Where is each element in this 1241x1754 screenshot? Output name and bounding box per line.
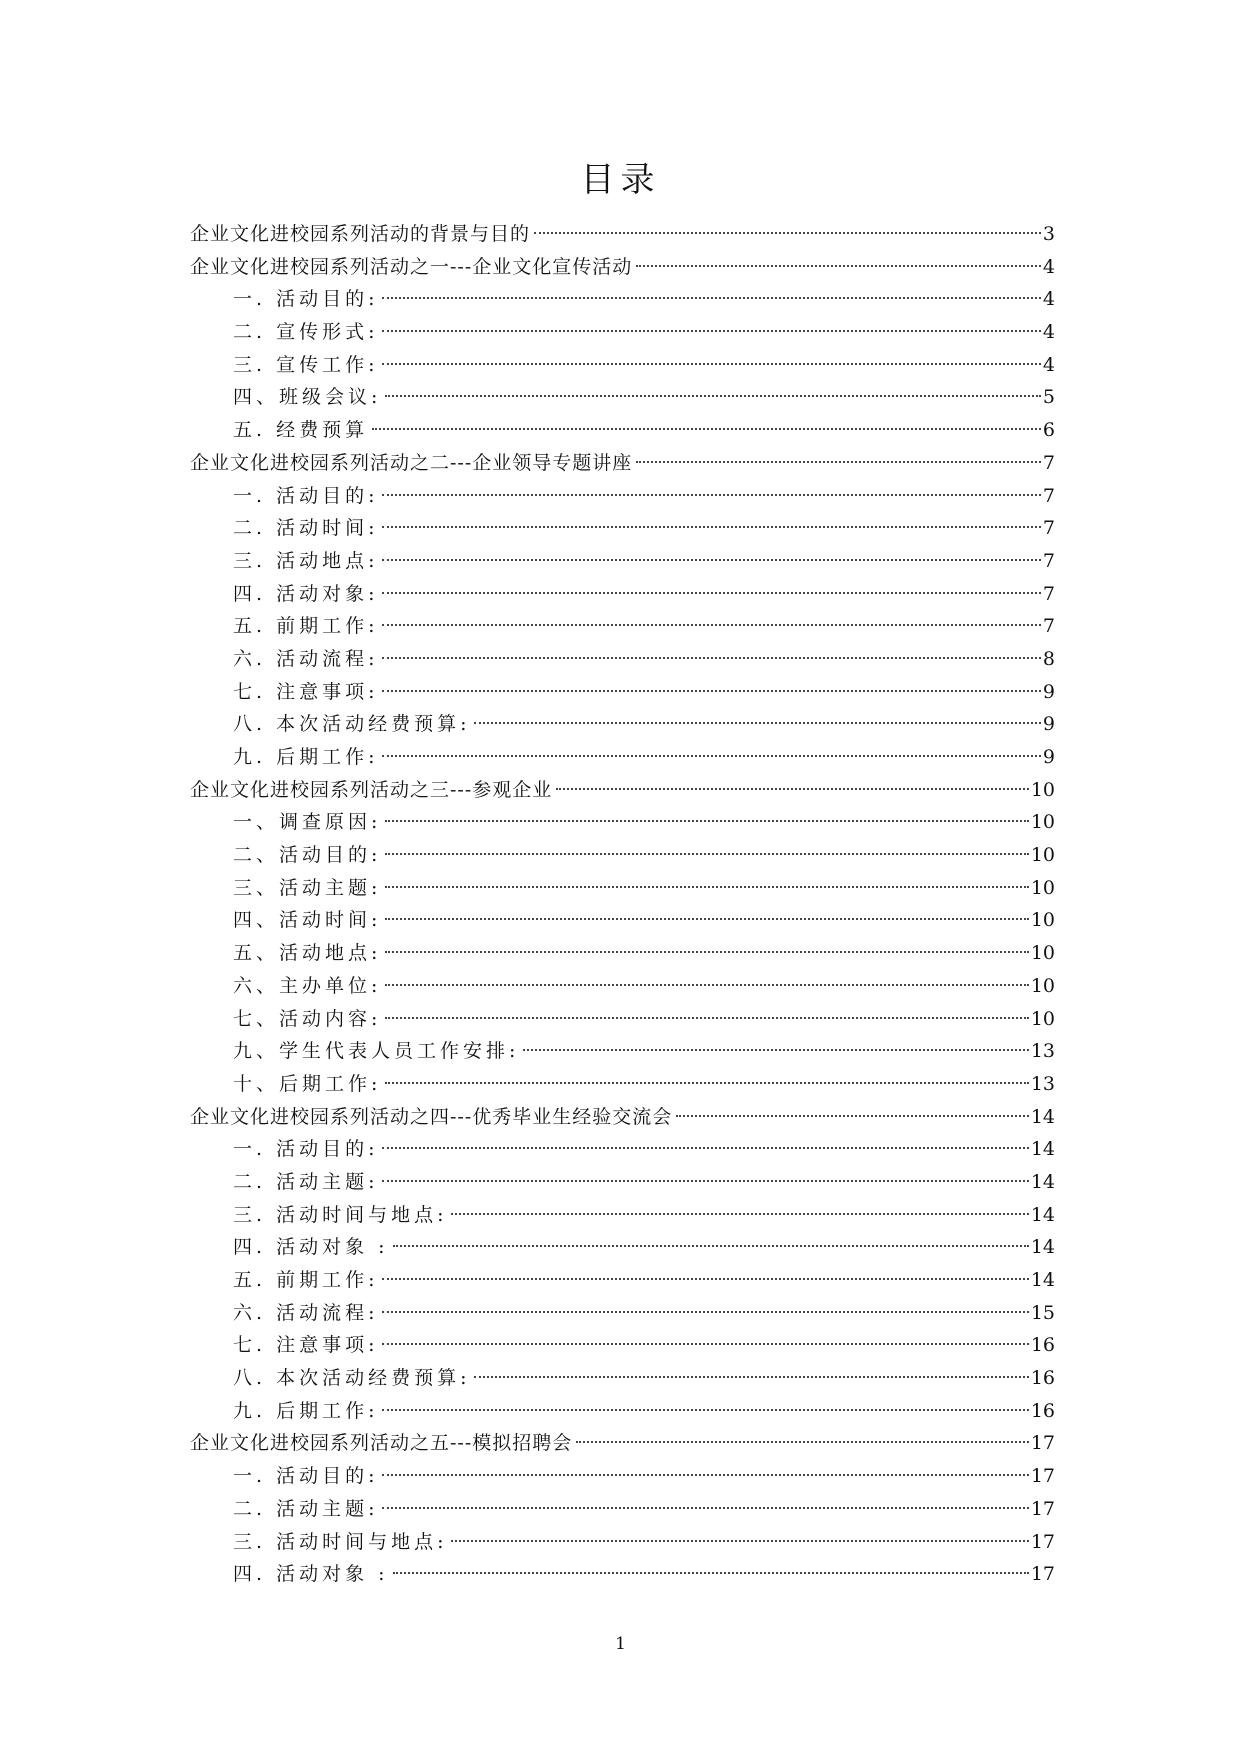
toc-subsection-entry[interactable] [233,1558,1055,1591]
toc-entry-label: 六. 活动流程: [233,647,379,670]
toc-dot-leader [382,624,1040,626]
toc-entry-page-number: 10 [1030,844,1055,867]
toc-dot-leader [382,297,1040,299]
toc-entry-page-number: 4 [1042,288,1055,311]
table-of-contents [0,218,1241,1591]
toc-section-entry[interactable] [190,1427,1055,1460]
toc-entry-page-number: 15 [1030,1301,1055,1324]
toc-entry-page-number: 9 [1042,713,1055,736]
toc-subsection-entry[interactable] [233,1133,1055,1166]
toc-section-entry[interactable] [190,218,1055,251]
toc-subsection-entry[interactable] [233,1362,1055,1395]
page-number: 1 [615,1634,626,1654]
toc-entry-label: 二、活动目的: [233,844,382,867]
toc-entry-page-number: 16 [1030,1334,1055,1357]
toc-dot-leader [382,592,1040,594]
toc-entry-page-number: 14 [1030,1269,1055,1291]
toc-dot-leader [385,984,1028,986]
toc-entry-label: 三. 活动地点: [233,549,379,572]
toc-dot-leader [636,265,1041,267]
toc-entry-page-number: 7 [1042,582,1055,605]
toc-dot-leader [382,657,1040,659]
toc-section-entry[interactable] [190,774,1055,807]
toc-entry-label: 四. 活动对象: [233,582,379,605]
toc-entry-page-number: 14 [1030,1138,1055,1161]
toc-entry-label: 四. 活动对象 : [233,1563,389,1586]
toc-entry-label: 五. 前期工作: [233,1269,379,1291]
toc-subsection-entry[interactable] [233,1003,1055,1036]
toc-dot-leader [385,886,1028,888]
toc-entry-page-number: 9 [1042,746,1055,768]
toc-subsection-entry[interactable] [233,708,1055,741]
toc-entry-label: 企业文化进校园系列活动之一---企业文化宣传活动 [190,255,633,278]
toc-entry-label: 八. 本次活动经费预算: [233,713,471,736]
toc-entry-label: 三、活动主题: [233,876,382,899]
toc-entry-page-number: 17 [1030,1432,1055,1455]
toc-dot-leader [534,232,1041,234]
toc-subsection-entry[interactable] [233,872,1055,905]
toc-entry-label: 一. 活动目的: [233,1138,379,1161]
toc-dot-leader [382,363,1040,365]
toc-dot-leader [636,461,1041,463]
toc-dot-leader [382,690,1040,692]
toc-dot-leader [382,330,1040,332]
toc-subsection-entry[interactable] [233,1199,1055,1232]
toc-subsection-entry[interactable] [233,414,1055,447]
toc-dot-leader [382,1409,1028,1411]
toc-dot-leader [382,1507,1028,1509]
toc-entry-label: 一. 活动目的: [233,288,379,311]
toc-subsection-entry[interactable] [233,578,1055,611]
toc-subsection-entry[interactable] [233,741,1055,774]
toc-subsection-entry[interactable] [233,283,1055,316]
toc-entry-page-number: 17 [1030,1497,1055,1520]
toc-dot-leader [523,1049,1028,1051]
toc-subsection-entry[interactable] [233,1493,1055,1526]
toc-section-entry[interactable] [190,447,1055,480]
toc-entry-label: 九、学生代表人员工作安排: [233,1040,520,1063]
toc-entry-label: 二. 活动主题: [233,1497,379,1520]
toc-dot-leader [393,1572,1029,1574]
toc-entry-page-number: 7 [1042,451,1055,474]
toc-entry-page-number: 4 [1042,321,1055,344]
toc-subsection-entry[interactable] [233,512,1055,545]
toc-entry-page-number: 14 [1030,1105,1055,1128]
toc-entry-page-number: 10 [1030,909,1055,932]
toc-dot-leader [676,1115,1029,1117]
toc-entry-label: 企业文化进校园系列活动的背景与目的 [190,223,531,245]
toc-subsection-entry[interactable] [233,1068,1055,1101]
toc-subsection-entry[interactable] [233,937,1055,970]
toc-subsection-entry[interactable] [233,1460,1055,1493]
toc-entry-page-number: 5 [1042,386,1055,409]
toc-entry-page-number: 4 [1042,255,1055,278]
toc-entry-label: 六. 活动流程: [233,1301,379,1324]
toc-entry-label: 九. 后期工作: [233,1399,379,1422]
toc-dot-leader [385,395,1041,397]
toc-subsection-entry[interactable] [233,1297,1055,1330]
toc-dot-leader [382,755,1040,757]
toc-dot-leader [382,1311,1028,1313]
toc-entry-label: 四. 活动对象 : [233,1236,389,1259]
toc-subsection-entry[interactable] [233,1264,1055,1297]
page-title: 目录 [580,160,661,200]
toc-subsection-entry[interactable] [233,1231,1055,1264]
toc-entry-label: 四、活动时间: [233,909,382,932]
toc-entry-label: 三. 宣传工作: [233,353,379,376]
toc-subsection-entry[interactable] [233,381,1055,414]
toc-entry-page-number: 14 [1030,1236,1055,1259]
toc-entry-label: 企业文化进校园系列活动之三---参观企业 [190,778,553,801]
toc-subsection-entry[interactable] [233,1166,1055,1199]
toc-dot-leader [382,1474,1028,1476]
toc-dot-leader [474,722,1040,724]
toc-entry-label: 五. 经费预算 [233,419,369,442]
toc-entry-label: 企业文化进校园系列活动之五---模拟招聘会 [190,1432,573,1455]
toc-dot-leader [385,820,1028,822]
toc-entry-page-number: 10 [1030,811,1055,834]
toc-entry-label: 二. 宣传形式: [233,321,379,344]
toc-dot-leader [385,918,1028,920]
toc-entry-label: 十、后期工作: [233,1072,382,1095]
toc-entry-page-number: 10 [1030,1007,1055,1030]
toc-subsection-entry[interactable] [233,676,1055,709]
toc-entry-page-number: 10 [1030,778,1055,801]
toc-dot-leader [382,494,1040,496]
toc-dot-leader [382,559,1040,561]
toc-dot-leader [382,526,1040,528]
toc-dot-leader [382,1180,1028,1182]
toc-entry-label: 一. 活动目的: [233,484,379,507]
toc-dot-leader [385,951,1028,953]
toc-subsection-entry[interactable] [233,480,1055,513]
toc-dot-leader [385,1017,1028,1019]
toc-entry-page-number: 10 [1030,876,1055,899]
toc-subsection-entry[interactable] [233,643,1055,676]
toc-entry-label: 三. 活动时间与地点: [233,1530,448,1553]
toc-dot-leader [382,1343,1028,1345]
toc-entry-page-number: 8 [1042,647,1055,670]
toc-entry-label: 二. 活动主题: [233,1170,379,1193]
toc-entry-label: 五、活动地点: [233,942,382,965]
toc-entry-label: 八. 本次活动经费预算: [233,1367,471,1390]
toc-entry-label: 四、班级会议: [233,386,382,409]
toc-subsection-entry[interactable] [233,1329,1055,1362]
toc-entry-page-number: 17 [1030,1530,1055,1553]
toc-entry-page-number: 17 [1030,1563,1055,1586]
toc-dot-leader [451,1213,1028,1215]
toc-dot-leader [372,428,1041,430]
toc-subsection-entry[interactable] [233,904,1055,937]
toc-entry-page-number: 14 [1030,1170,1055,1193]
toc-subsection-entry[interactable] [233,1395,1055,1428]
toc-entry-label: 七、活动内容: [233,1007,382,1030]
toc-dot-leader [382,1147,1028,1149]
toc-entry-page-number: 16 [1030,1399,1055,1422]
toc-entry-label: 七. 注意事项: [233,1334,379,1357]
toc-dot-leader [385,1082,1028,1084]
toc-dot-leader [451,1540,1028,1542]
toc-subsection-entry[interactable] [233,839,1055,872]
toc-entry-page-number: 13 [1030,1040,1055,1063]
toc-entry-label: 二. 活动时间: [233,517,379,540]
toc-dot-leader [474,1376,1028,1378]
toc-subsection-entry[interactable] [233,349,1055,382]
toc-subsection-entry[interactable] [233,1035,1055,1068]
toc-subsection-entry[interactable] [233,806,1055,839]
toc-entry-page-number: 10 [1030,974,1055,997]
toc-dot-leader [393,1245,1029,1247]
toc-entry-page-number: 7 [1042,615,1055,638]
toc-dot-leader [556,788,1029,790]
toc-entry-label: 六、主办单位: [233,974,382,997]
toc-entry-page-number: 7 [1042,484,1055,507]
toc-entry-label: 一. 活动目的: [233,1465,379,1488]
toc-subsection-entry[interactable] [233,610,1055,643]
toc-entry-page-number: 17 [1030,1465,1055,1488]
toc-entry-page-number: 16 [1030,1367,1055,1390]
toc-section-entry[interactable] [190,1101,1055,1134]
toc-entry-page-number: 14 [1030,1203,1055,1226]
toc-subsection-entry[interactable] [233,545,1055,578]
toc-entry-label: 五. 前期工作: [233,615,379,638]
toc-entry-page-number: 13 [1030,1072,1055,1095]
toc-entry-label: 一、调查原因: [233,811,382,834]
toc-section-entry[interactable] [190,251,1055,284]
toc-entry-page-number: 4 [1042,353,1055,376]
toc-entry-label: 企业文化进校园系列活动之四---优秀毕业生经验交流会 [190,1105,673,1128]
toc-entry-page-number: 6 [1042,419,1055,442]
toc-entry-label: 七. 注意事项: [233,680,379,703]
toc-dot-leader [382,1278,1028,1280]
toc-entry-page-number: 7 [1042,517,1055,540]
toc-dot-leader [385,853,1028,855]
toc-subsection-entry[interactable] [233,316,1055,349]
toc-entry-page-number: 10 [1030,942,1055,965]
toc-entry-page-number: 3 [1042,223,1055,245]
toc-dot-leader [576,1441,1029,1443]
toc-entry-page-number: 7 [1042,549,1055,572]
toc-entry-label: 企业文化进校园系列活动之二---企业领导专题讲座 [190,451,633,474]
toc-entry-label: 九. 后期工作: [233,746,379,768]
toc-subsection-entry[interactable] [233,1526,1055,1559]
toc-entry-page-number: 9 [1042,680,1055,703]
toc-subsection-entry[interactable] [233,970,1055,1003]
toc-entry-label: 三. 活动时间与地点: [233,1203,448,1226]
